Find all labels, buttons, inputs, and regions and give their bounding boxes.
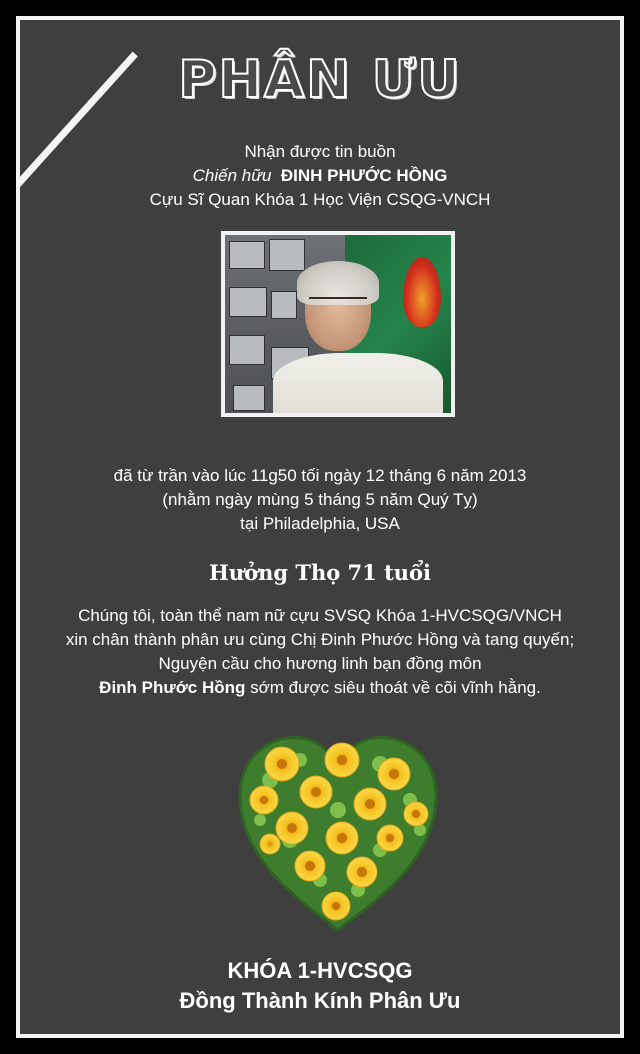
deceased-portrait (221, 231, 455, 417)
age-line: Hưởng Thọ 71 tuổi (208, 560, 432, 585)
signature-class-name: KHÓA 1-HVCSQG (227, 958, 413, 983)
condolence-line-3: Nguyện cầu cho hương linh bạn đồng môn (158, 654, 482, 673)
comrade-label: Chiến hữu (192, 166, 272, 185)
deceased-name-inline: Đinh Phước Hồng (99, 678, 246, 697)
death-info (20, 464, 620, 536)
deceased-name-line (20, 164, 620, 188)
wall-photo (229, 287, 267, 317)
lunar-date: (nhằm ngày mùng 5 tháng 5 năm Quý Tỵ) (162, 490, 478, 509)
condolence-line-1: Chúng tôi, toàn thể nam nữ cựu SVSQ Khóa 1-HVCSQG/VNCH (78, 606, 562, 625)
intro-block (20, 140, 620, 212)
obituary-card (16, 16, 624, 1038)
condolence-line-4 (20, 676, 620, 700)
wall-photo (233, 385, 265, 411)
page-title: PHÂN ƯU (178, 50, 462, 110)
condolence-message (20, 604, 620, 700)
condolence-line-2: xin chân thành phân ưu cùng Chị Đinh Phước Hồng và tang quyến; (65, 630, 575, 649)
person-shirt (273, 353, 443, 417)
condolence-line-4-rest: sớm được siêu thoát về cõi vĩnh hằng. (245, 678, 541, 697)
wall-photo (271, 291, 297, 319)
death-place: tại Philadelphia, USA (240, 514, 400, 533)
wall-photo (229, 335, 265, 365)
signature-block (20, 956, 620, 1016)
signature-condolence: Đồng Thành Kính Phân Ưu (179, 988, 461, 1013)
deceased-position: Cựu Sĩ Quan Khóa 1 Học Viện CSQG-VNCH (149, 190, 491, 209)
deceased-name: ĐINH PHƯỚC HỒNG (280, 166, 448, 185)
wall-photo (269, 239, 305, 271)
heart-flower-wreath-icon (230, 720, 446, 940)
received-news-text: Nhận được tin buồn (244, 142, 396, 161)
death-time: đã từ trần vào lúc 11g50 tối ngày 12 tháng 6 năm 2013 (113, 466, 527, 485)
glasses (309, 297, 367, 315)
wall-photo (229, 241, 265, 269)
